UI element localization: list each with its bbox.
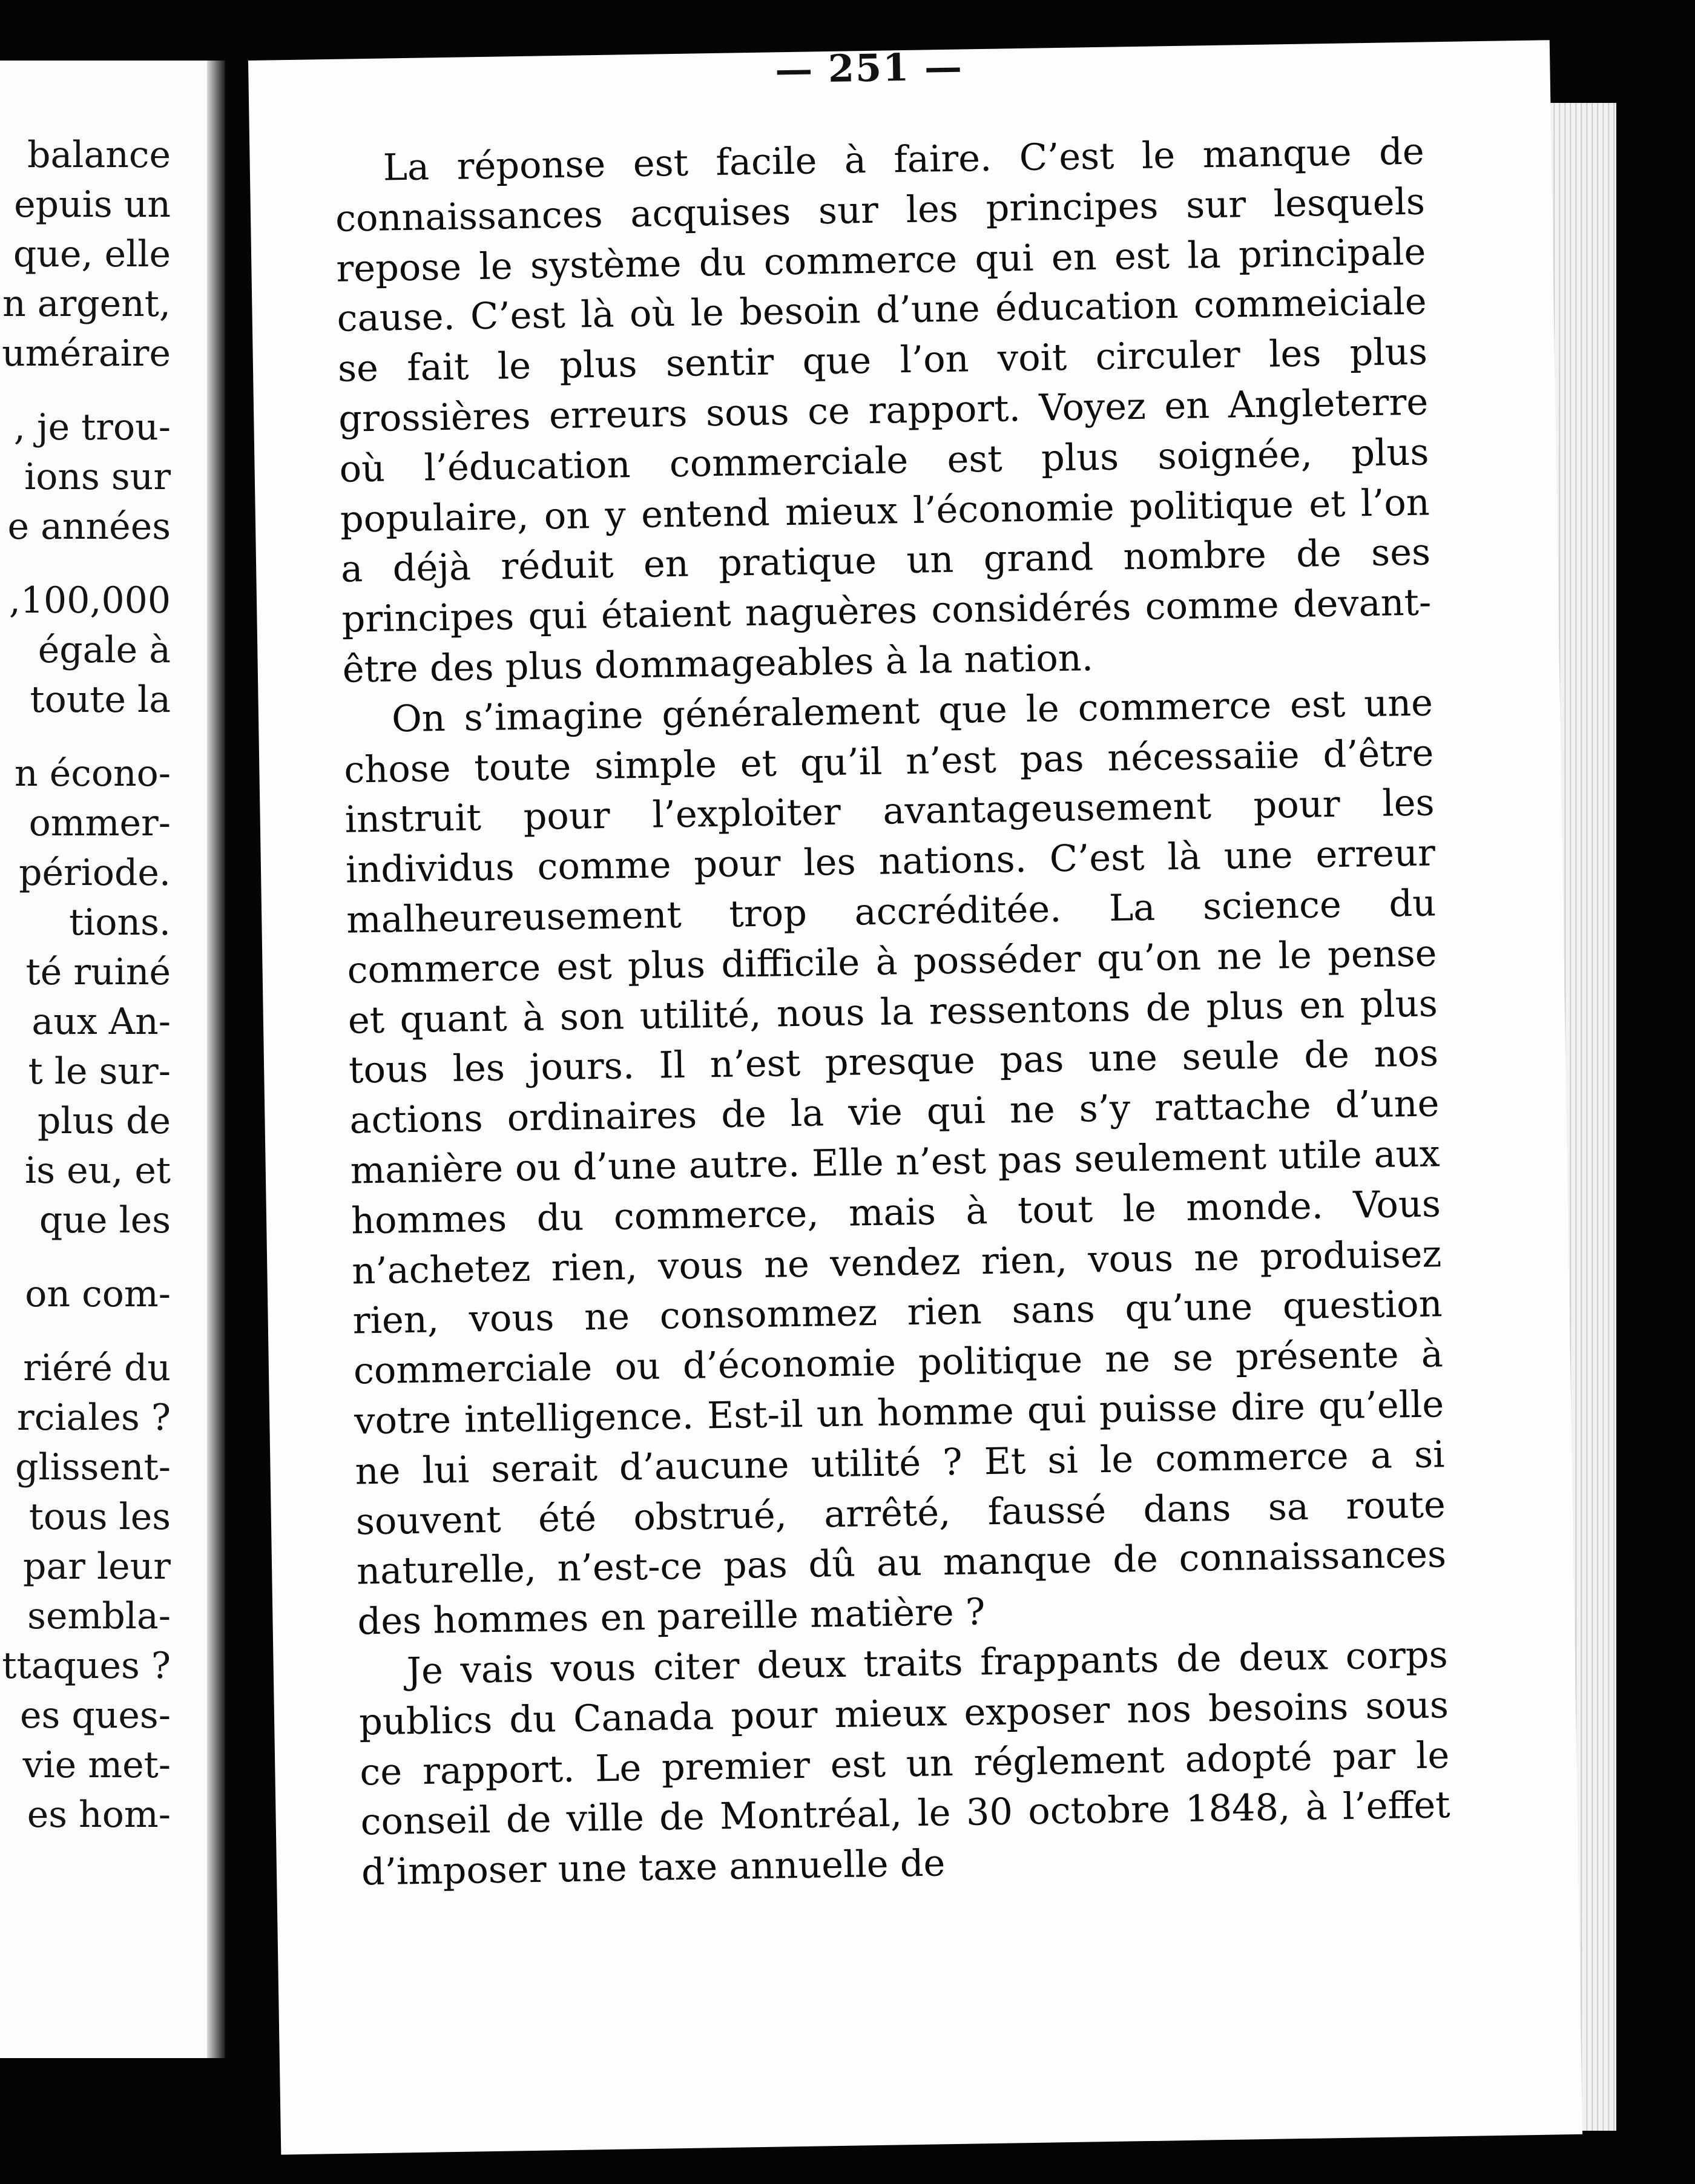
left-page-line: , je trou- bbox=[13, 406, 171, 449]
left-page-fragment bbox=[0, 61, 225, 2058]
left-page-line: que, elle bbox=[13, 233, 171, 275]
left-page-line: sembla- bbox=[27, 1595, 171, 1637]
left-page-line: tous les bbox=[28, 1496, 171, 1538]
left-page-line: période. bbox=[19, 852, 171, 894]
page-number: — 251 — bbox=[774, 44, 964, 92]
left-page-gap bbox=[2, 378, 171, 403]
book-gutter bbox=[207, 61, 225, 2058]
left-page-line: que les bbox=[39, 1199, 171, 1242]
paragraph-2: On s’imagine généralement que le commerce est une chose toute simple et qu’il n’est pas nécessaiie d’être instruit pour l’exploiter avantageusement pour les individus comme pour les nations. C’est là une erreur malheureusement trop accréditée. La science du commerce est plus difficile à posséder qu’on ne le pense et quant à son utilité, nous la ressentons de plus en plus tous les jours. Il n’est presque pas une seule de nos actions ordinaires de la vie qui ne s’y rattache d’une manière ou d’une autre. Elle n’est pas seulement utile aux hommes du commerce, mais à tout le monde. Vous n’achetez rien, vous ne vendez rien, vous ne produisez rien, vous ne consommez rien sans qu’une question commerciale ou d’économie politique ne se présente à votre intelligence. Est-il un homme qui puisse dire qu’elle ne lui serait d’aucune utilité ? Et si le commerce a si souvent été obstrué, arrêté, faussé dans sa route naturelle, n’est-ce pas dû au manque de connaissances des hommes en pareille matière ? bbox=[343, 682, 1447, 1643]
left-page-line: toute la bbox=[30, 679, 171, 721]
left-page-line: ttaques ? bbox=[2, 1645, 171, 1687]
left-page-line: vie met- bbox=[22, 1744, 171, 1786]
left-page-line: n écono- bbox=[15, 752, 171, 795]
paragraph-1: La réponse est facile à faire. C’est le manque de connaissances acquises sur les principes sur lesquels repose le système du commerce qui en est la principale cause. C’est là où le besoin d’une éducation commeiciale se fait le plus sentir que l’on voit circuler les plus grossières erreurs sous ce rapport. Voyez en Angleterre où l’éducation commerciale est plus soignée, plus populaire, on y entend mieux l’économie politique et l’on a déjà réduit en pratique un grand nombre de ses principes qui étaient naguères considérés comme devant-être des plus dommageables à la nation. bbox=[335, 130, 1432, 691]
left-page-line: balance bbox=[27, 134, 171, 176]
right-page bbox=[248, 40, 1582, 2154]
left-page-gap bbox=[2, 725, 171, 749]
left-page-line: plus de bbox=[37, 1100, 171, 1142]
left-page-line: par leur bbox=[23, 1545, 171, 1588]
left-page-line: rciales ? bbox=[17, 1396, 171, 1439]
left-page-gap bbox=[2, 551, 171, 576]
left-page-line: e années bbox=[7, 505, 171, 548]
left-page-line: glissent- bbox=[15, 1446, 171, 1488]
left-page-line: es ques- bbox=[20, 1694, 171, 1737]
left-page-line: égale à bbox=[38, 629, 171, 671]
left-page-line: ions sur bbox=[24, 456, 171, 498]
left-page-line: n argent, bbox=[2, 283, 171, 325]
left-page-text bbox=[2, 130, 171, 1840]
left-page-line: ommer- bbox=[28, 802, 171, 844]
left-page-line: t le sur- bbox=[28, 1050, 171, 1093]
left-page-line: es hom- bbox=[27, 1794, 171, 1836]
left-page-line: aux An- bbox=[31, 1001, 171, 1043]
left-page-line: epuis un bbox=[14, 183, 171, 226]
left-page-line: on com- bbox=[25, 1273, 171, 1315]
paragraph-3: Je vais vous citer deux traits frappants de deux corps publics du Canada pour mieux exposer nos besoins sous ce rapport. Le premier est un réglement adopté par le conseil de ville de Montréal, le 30 octobre 1848, à l’effet d’imposer une taxe annuelle de bbox=[358, 1634, 1451, 1894]
left-page-gap bbox=[2, 1245, 171, 1269]
left-page-line: té ruiné bbox=[25, 951, 171, 993]
page-body-text bbox=[334, 127, 1451, 1898]
left-page-line: riéré du bbox=[23, 1347, 171, 1389]
left-page-line: uméraire bbox=[2, 332, 171, 375]
left-page-line: ,100,000 bbox=[8, 579, 171, 622]
left-page-line: is eu, et bbox=[25, 1150, 171, 1192]
left-page-gap bbox=[2, 1319, 171, 1343]
left-page-line: tions. bbox=[69, 901, 171, 944]
